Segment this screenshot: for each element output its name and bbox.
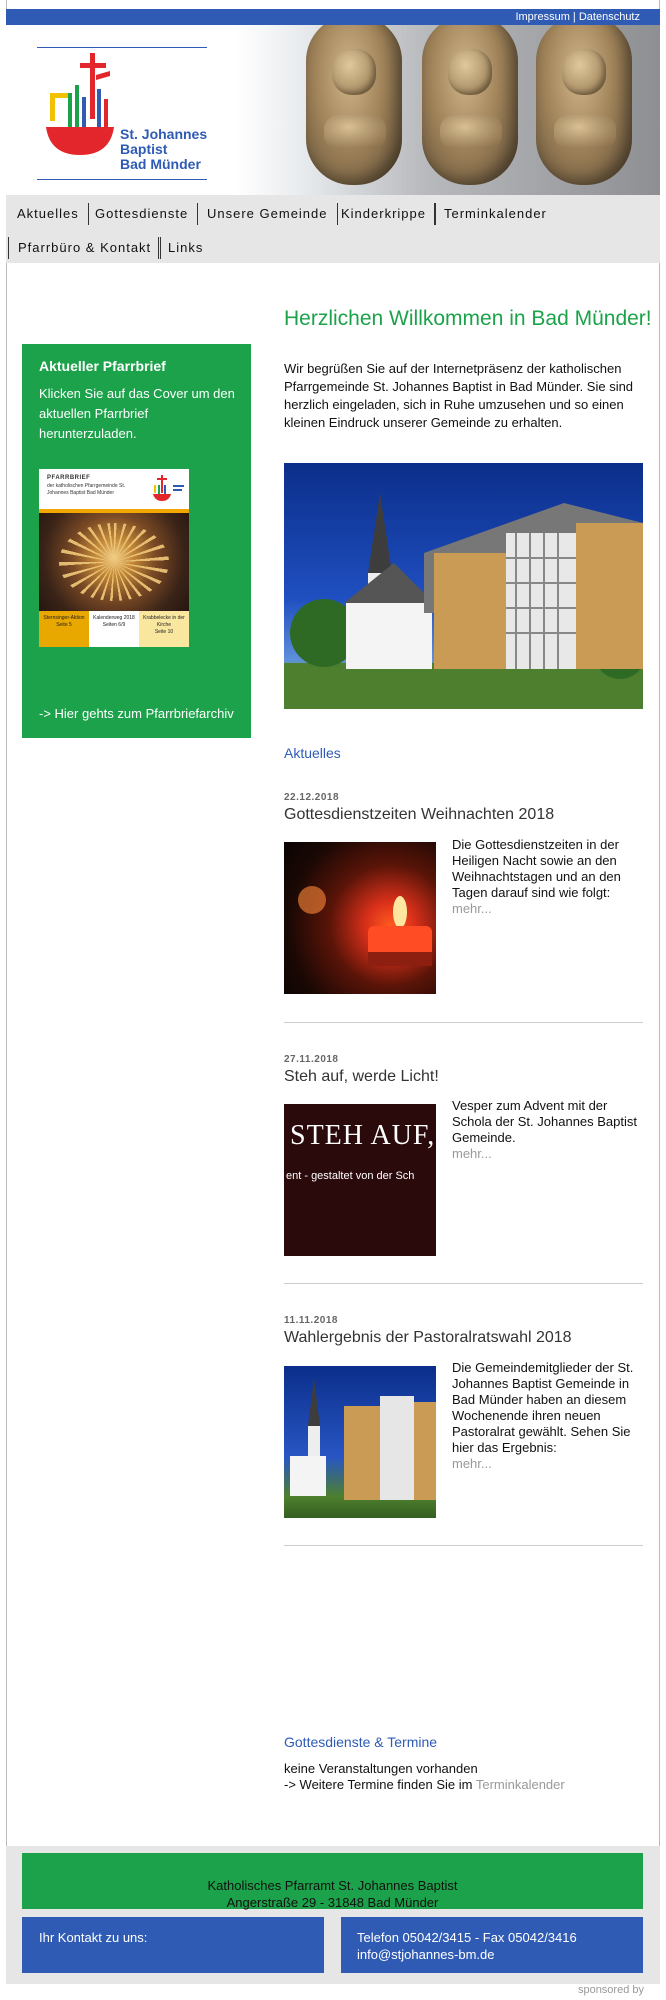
news-more-3[interactable]: mehr... <box>452 1456 492 1471</box>
news-date-1: 22.12.2018 <box>284 792 340 803</box>
page-title: Herzlichen Willkommen in Bad Münder! <box>284 307 652 330</box>
news-text-1 <box>452 837 642 917</box>
events-more-line <box>284 1777 565 1793</box>
cover-topic-boxes <box>39 611 189 647</box>
church-logo-icon <box>38 45 128 181</box>
terminkalender-link[interactable]: Terminkalender <box>475 1777 565 1792</box>
news-date-3: 11.11.2018 <box>284 1315 338 1326</box>
logo-rule-bottom <box>37 179 207 180</box>
site-header <box>6 25 660 195</box>
news-image-candle[interactable] <box>284 842 436 994</box>
footer-address-box <box>22 1853 643 1909</box>
small-church-illustration <box>284 1366 436 1518</box>
news-image-2-subtext: ent - gestaltet von der Sch <box>286 1170 415 1182</box>
news-text-1-body: Die Gottesdienstzeiten in der Heiligen Nacht sowie an den Weihnachtstagen und an den Tagen darauf sind wie folgt: <box>452 837 621 900</box>
pfarrbriefarchiv-link[interactable]: Pfarrbriefarchiv <box>145 706 234 721</box>
nav-links[interactable]: Links <box>158 237 212 259</box>
cover-box-3-page: Seite 10 <box>154 629 174 635</box>
cover-subtitle: der katholischen Pfarrgemeinde St. Johannes Baptist Bad Münder <box>47 483 126 496</box>
cover-star-image <box>39 513 189 611</box>
pfarrbrief-text: Klicken Sie auf das Cover um den aktuellen Pfarrbrief herunterzuladen. <box>39 386 235 441</box>
news-title-1[interactable]: Gottesdienstzeiten Weihnachten 2018 <box>284 806 555 823</box>
news-date-2: 27.11.2018 <box>284 1054 339 1065</box>
relief-figure-1 <box>306 25 402 185</box>
news-title-2[interactable]: Steh auf, werde Licht! <box>284 1068 439 1085</box>
news-text-3-body: Die Gemeindemitglieder der St. Johannes Baptist Gemeinde in Bad Münder haben an diesem Wochenende ihren neuen Pastoralrat gewählt. Sehen Sie hier das Ergebnis: <box>452 1360 634 1455</box>
news-divider-1 <box>284 1022 643 1023</box>
news-image-2-text: STEH AUF, <box>290 1120 436 1151</box>
main-navigation <box>6 195 660 263</box>
news-more-2[interactable]: mehr... <box>452 1146 492 1161</box>
welcome-text: Wir begrüßen Sie auf der Internetpräsenz der katholischen Pfarrgemeinde St. Johannes Baptist in Bad Münder. Sie sind herzlich eingeladen, sich in Ruhe umzusehen und so einen kleinen Eindruck unserer Gemeinde zu erhalten. <box>284 361 634 430</box>
site-logo[interactable] <box>32 45 208 181</box>
church-illustration <box>284 463 643 709</box>
logo-line-3: Bad Münder <box>120 156 201 172</box>
events-heading[interactable]: Gottesdienste & Termine <box>284 1734 438 1750</box>
events-text <box>284 1761 565 1793</box>
nav-aktuelles[interactable]: Aktuelles <box>8 203 89 225</box>
cover-box-1-page: Seite 5 <box>56 622 72 628</box>
footer-address-line1: Katholisches Pfarramt St. Johannes Baptist <box>207 1878 458 1893</box>
top-links-separator: | <box>572 11 576 23</box>
logo-text <box>120 127 207 172</box>
news-divider-2 <box>284 1283 643 1284</box>
candle-illustration <box>284 842 436 994</box>
logo-line-1: St. Johannes <box>120 126 208 142</box>
relief-figure-2 <box>422 25 518 185</box>
news-divider-3 <box>284 1545 643 1546</box>
nav-terminkalender[interactable]: Terminkalender <box>434 203 556 225</box>
news-more-1[interactable]: mehr... <box>452 901 492 916</box>
footer-contact-details <box>341 1917 643 1973</box>
cover-title: PFARRBRIEF <box>47 475 91 481</box>
news-image-steh-auf[interactable] <box>284 1104 436 1256</box>
nav-unsere-gemeinde[interactable]: Unsere Gemeinde <box>198 203 338 225</box>
header-relief-image <box>236 25 660 195</box>
nav-gottesdienste[interactable]: Gottesdienste <box>86 203 198 225</box>
logo-line-2: Baptist <box>120 141 168 157</box>
impressum-link[interactable]: Impressum <box>515 11 570 23</box>
relief-figure-3 <box>536 25 632 185</box>
news-text-2-body: Vesper zum Advent mit der Schola der St. Johannes Baptist Gemeinde. <box>452 1098 638 1145</box>
cover-box-1-title: Sternsinger-Aktion <box>43 615 85 621</box>
church-photo <box>284 463 643 709</box>
pfarrbriefarchiv-prefix: -> Hier gehts zum <box>39 706 146 721</box>
cover-box-2-title: Kalenderweg 2018 <box>93 615 135 621</box>
footer-address-line2: Angerstraße 29 - 31848 Bad Münder <box>226 1895 439 1910</box>
footer-email[interactable]: info@stjohannes-bm.de <box>357 1947 495 1962</box>
nav-pfarrbuero-kontakt[interactable]: Pfarrbüro & Kontakt <box>8 237 161 259</box>
datenschutz-link[interactable]: Datenschutz <box>578 11 640 23</box>
cover-box-2-page: Seiten 6/9 <box>102 622 126 628</box>
pfarrbrief-cover[interactable] <box>39 469 189 647</box>
cover-box-2 <box>89 611 139 647</box>
news-title-3[interactable]: Wahlergebnis der Pastoralratswahl 2018 <box>284 1329 572 1346</box>
cover-box-3 <box>139 611 189 647</box>
pfarrbrief-title: Aktueller Pfarrbrief <box>39 358 166 374</box>
footer-phone: Telefon 05042/3415 - Fax 05042/3416 <box>357 1930 577 1945</box>
sponsored-by[interactable]: sponsored by <box>577 1984 644 1996</box>
cover-box-1 <box>39 611 89 647</box>
cover-box-3-title: Krabbelecke in der Kirche <box>143 615 185 628</box>
footer-contact-label: Ihr Kontakt zu uns: <box>39 1930 148 1945</box>
news-text-2 <box>452 1098 642 1162</box>
events-more-prefix: -> Weitere Termine finden Sie im <box>284 1777 476 1792</box>
cover-logo-icon <box>151 473 185 503</box>
footer-contact-box <box>22 1917 324 1973</box>
pfarrbriefarchiv-line <box>39 706 234 721</box>
nav-kinderkrippe[interactable]: Kinderkrippe <box>332 203 436 225</box>
pfarrbrief-box <box>22 344 251 738</box>
events-none: keine Veranstaltungen vorhanden <box>284 1761 478 1776</box>
top-links <box>515 10 640 24</box>
news-heading[interactable]: Aktuelles <box>284 745 341 761</box>
news-image-church[interactable] <box>284 1366 436 1518</box>
news-text-3 <box>452 1360 642 1472</box>
